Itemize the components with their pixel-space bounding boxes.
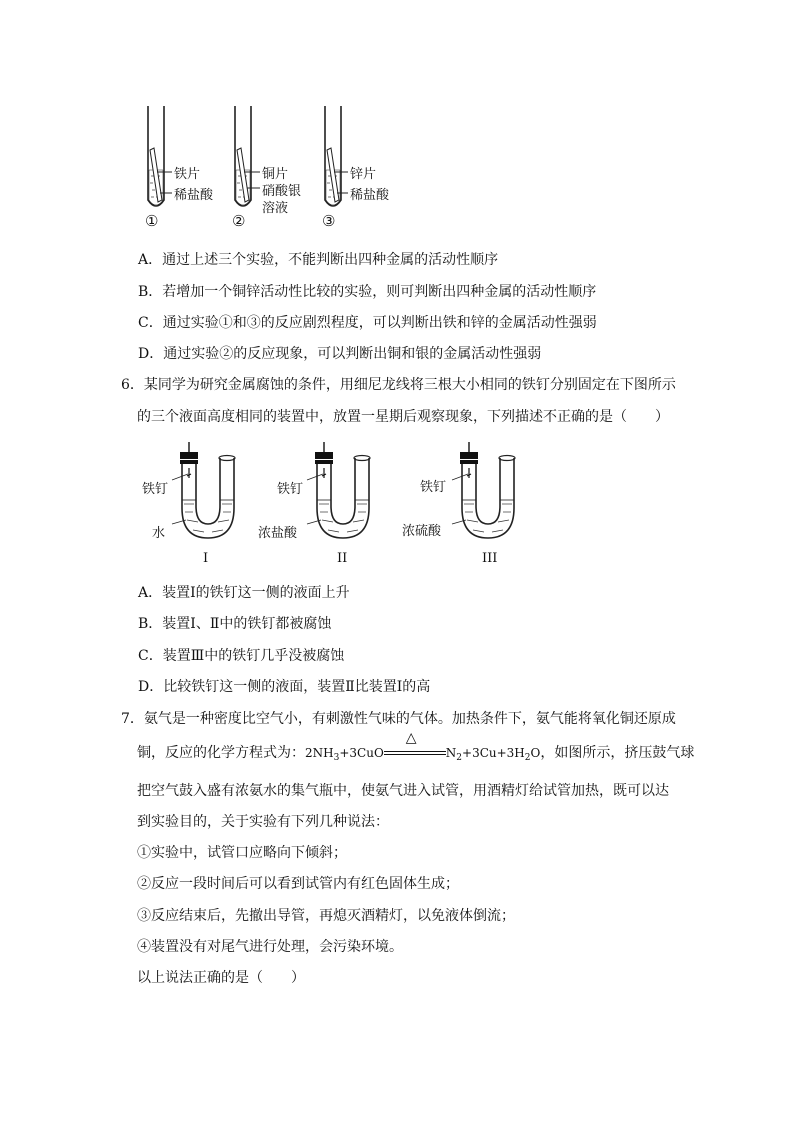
eq-right-b: +3Cu+3H: [462, 746, 525, 760]
apparatus-numeral-1: I: [203, 551, 209, 566]
eq-right-sub1: 2: [456, 753, 463, 763]
label-dilute-hcl-3: 稀盐酸: [350, 188, 390, 203]
test-tube-3: [325, 106, 348, 206]
q5-option-a: A．通过上述三个实验，不能判断出四种金属的活动性顺序: [138, 252, 499, 268]
tube-number-2: ②: [232, 212, 246, 230]
q5-option-c: C．通过实验①和③的反应剧烈程度，可以判断出铁和锌的金属活动性强弱: [138, 315, 597, 331]
tube-number-1: ①: [145, 212, 159, 230]
eq-left-a: 2NH: [305, 746, 334, 760]
q6-stem-line2: 的三个液面高度相同的装置中，放置一星期后观察现象，下列描述不正确的是（ ）: [137, 409, 669, 425]
test-tube-1: [148, 106, 172, 206]
eq-left-sub: 3: [333, 753, 340, 763]
nail-label-2: 铁钉: [277, 482, 304, 497]
apparatus-numeral-2: II: [337, 551, 348, 566]
eq-right-a: N: [445, 746, 457, 760]
q6-option-a: A．装置Ⅰ的铁钉这一侧的液面上升: [138, 585, 350, 601]
liquid-label-conc-h2so4: 浓硫酸: [402, 524, 442, 539]
eq-condition-bar: [384, 730, 446, 758]
q7-statement-1: ①实验中，试管口应略向下倾斜；: [137, 845, 347, 861]
nail-label-1: 铁钉: [142, 482, 169, 497]
liquid-label-conc-hcl: 浓盐酸: [258, 526, 298, 541]
eq-right-c: O: [530, 746, 541, 760]
nail-label-3: 铁钉: [420, 480, 447, 495]
label-copper-sheet: 铜片: [262, 167, 289, 182]
test-tube-figure: [130, 100, 410, 235]
label-solution: 溶液: [262, 201, 289, 216]
liquid-label-water: 水: [152, 526, 166, 541]
u-tube-1: [172, 442, 235, 538]
q6-stem-line1: 6．某同学为研究金属腐蚀的条件，用细尼龙线将三根大小相同的铁钉分别固定在下图所示: [121, 377, 676, 393]
q7-statement-2: ②反应一段时间后可以看到试管内有红色固体生成；: [137, 876, 459, 892]
test-tube-2: [235, 106, 260, 206]
q5-option-b: B．若增加一个铜锌活动性比较的实验，则可判断出四种金属的活动性顺序: [138, 284, 597, 300]
apparatus-numeral-3: III: [482, 551, 498, 566]
tube-number-3: ③: [322, 212, 336, 230]
u-tube-3: [452, 442, 515, 538]
eq-right-sub2: 2: [524, 753, 531, 763]
heat-triangle-icon: △: [405, 730, 417, 746]
label-iron-sheet: 铁片: [174, 167, 201, 182]
q7-statement-4: ④装置没有对尾气进行处理，会污染环境。: [137, 939, 403, 955]
label-dilute-hcl-1: 稀盐酸: [174, 188, 214, 203]
q7-stem-line1: 7．氨气是一种密度比空气小，有刺激性气味的气体。加热条件下，氨气能将氧化铜还原成: [121, 711, 676, 727]
eq-left-b: +3CuO: [339, 746, 384, 760]
u-tube-diagram: [130, 438, 550, 548]
q5-option-d: D．通过实验②的反应现象，可以判断出铜和银的金属活动性强弱: [138, 346, 542, 362]
u-tube-figure: [130, 438, 550, 573]
label-silver-nitrate: 硝酸银: [262, 184, 302, 199]
q7-question: 以上说法正确的是（ ）: [137, 970, 305, 986]
q7-stem-line3: 把空气鼓入盛有浓氨水的集气瓶中，使氨气进入试管，用酒精灯给试管加热，既可以达: [137, 783, 669, 799]
q7-statement-3: ③反应结束后，先撤出导管，再熄灭酒精灯，以免液体倒流；: [137, 908, 515, 924]
label-zinc-sheet: 锌片: [350, 167, 377, 182]
q7-line2-suffix: ，如图所示，挤压鼓气球: [540, 745, 695, 761]
q7-line2-prefix: 铜，反应的化学方程式为：: [137, 745, 305, 761]
q6-option-c: C．装置Ⅲ中的铁钉几乎没被腐蚀: [138, 648, 345, 664]
equation: [305, 730, 541, 763]
q7-stem-line2: [137, 730, 695, 763]
q6-option-d: D．比较铁钉这一侧的液面，装置Ⅱ比装置Ⅰ的高: [138, 679, 431, 695]
u-tube-2: [307, 442, 370, 538]
q7-stem-line4: 到实验目的，关于实验有下列几种说法：: [137, 814, 389, 830]
q6-option-b: B．装置Ⅰ、Ⅱ中的铁钉都被腐蚀: [138, 616, 332, 632]
